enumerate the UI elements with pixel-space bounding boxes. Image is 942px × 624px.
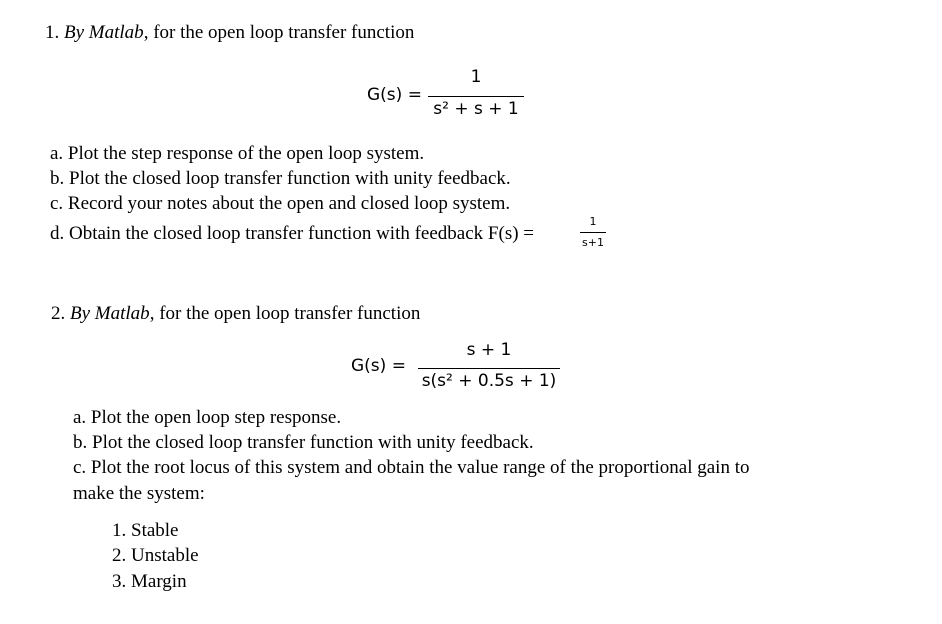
problem-2-equation-numerator: s + 1	[466, 340, 512, 360]
problem-2-intro-prefix: By Matlab	[70, 303, 150, 324]
problem-1-item-c: c. Record your notes about the open and closed loop system.	[50, 193, 511, 214]
problem-2-item-c-continued: make the system:	[73, 483, 205, 504]
problem-2-equation-lhs: G(s) =	[351, 356, 406, 376]
problem-2-heading	[51, 303, 420, 325]
problem-2-item-a: a. Plot the open loop step response.	[73, 407, 342, 428]
feedback-numerator: 1	[589, 215, 597, 228]
feedback-fraction-bar	[580, 232, 606, 233]
problem-1-item-b: b. Plot the closed loop transfer function with unity feedback.	[50, 168, 511, 189]
problem-1-heading	[45, 22, 414, 44]
problem-2-item-c: c. Plot the root locus of this system and obtain the value range of the proportional gain to	[73, 457, 750, 478]
problem-1-equation-numerator: 1	[470, 67, 482, 87]
problem-2-intro-suffix: , for the open loop transfer function	[149, 303, 421, 324]
problem-1-intro-suffix: , for the open loop transfer function	[143, 22, 415, 43]
problem-1-item-a: a. Plot the step response of the open loop system.	[50, 143, 425, 164]
problem-1-number: 1.	[45, 22, 60, 43]
feedback-denominator: s+1	[582, 236, 604, 249]
problem-2-number: 2.	[51, 303, 66, 324]
problem-1-equation-lhs: G(s) =	[367, 85, 422, 105]
subitem-margin: 3. Margin	[112, 571, 187, 592]
problem-1-intro-prefix: By Matlab	[64, 22, 144, 43]
subitem-unstable: 2. Unstable	[112, 545, 199, 566]
problem-1-item-d: d. Obtain the closed loop transfer function with feedback F(s) =	[50, 223, 534, 244]
problem-2-item-b: b. Plot the closed loop transfer function with unity feedback.	[73, 432, 534, 453]
subitem-stable: 1. Stable	[112, 520, 179, 541]
problem-2-fraction-bar	[418, 368, 560, 369]
problem-2-equation-denominator: s(s² + 0.5s + 1)	[421, 371, 557, 391]
problem-1-fraction-bar	[428, 96, 524, 97]
problem-1-equation-denominator: s² + s + 1	[433, 99, 519, 119]
